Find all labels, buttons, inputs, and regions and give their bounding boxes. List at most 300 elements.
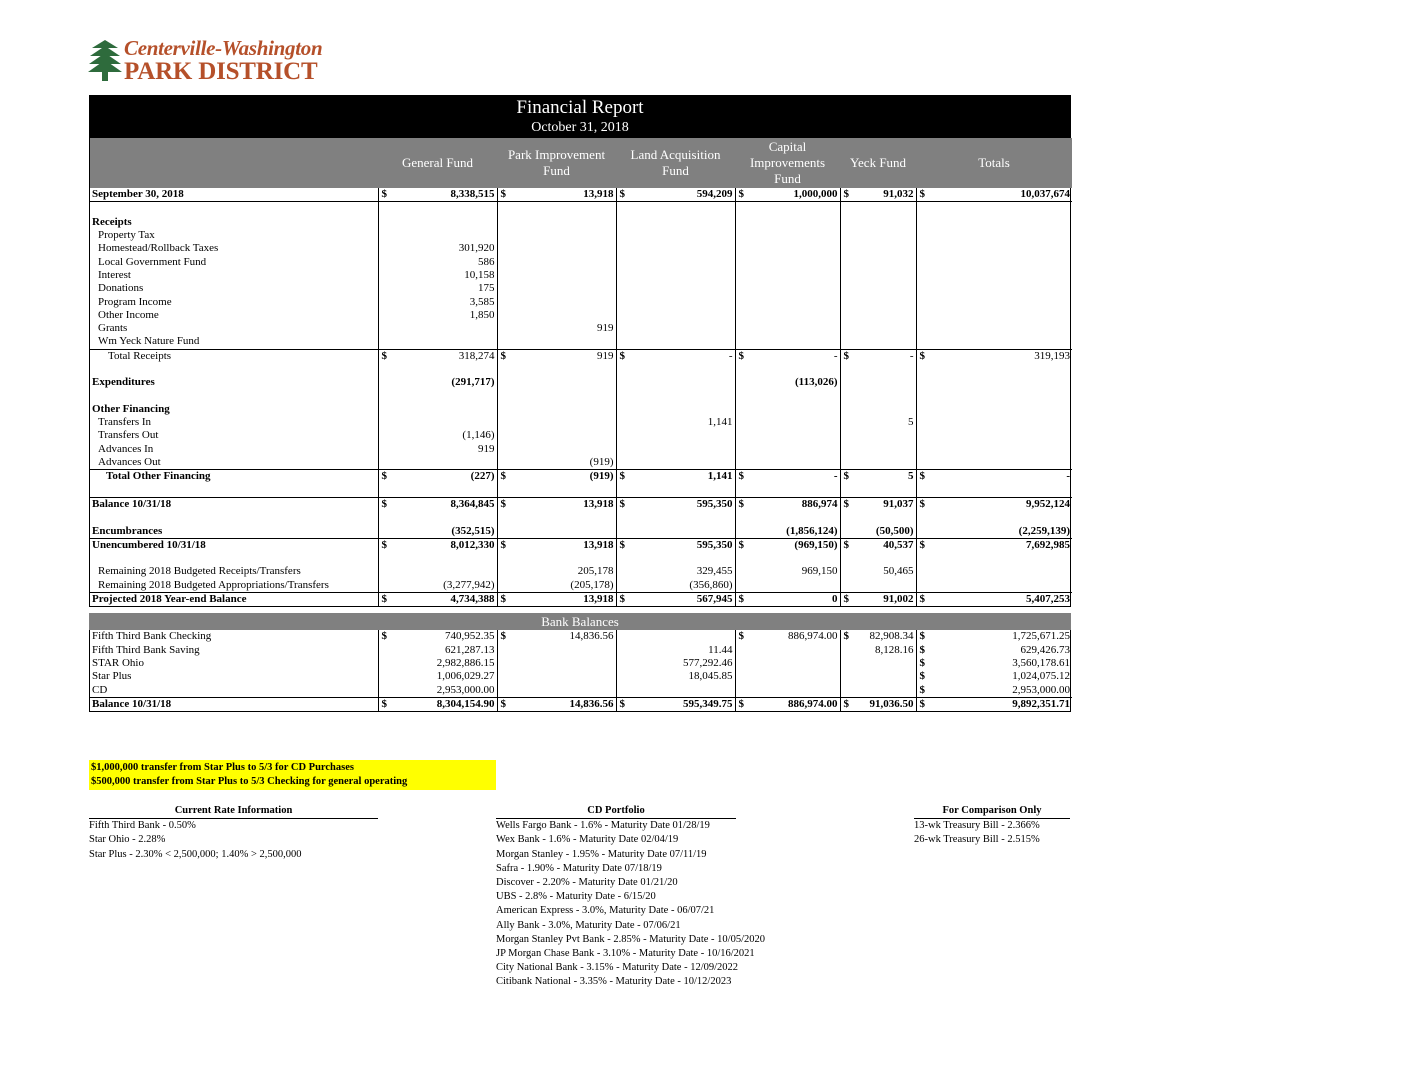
cell-text: 13,918 xyxy=(583,497,614,510)
logo-text-line1: Centerville-Washington xyxy=(124,36,323,60)
cell-text: 8,364,845 xyxy=(450,497,495,510)
dollar-sign: $ xyxy=(738,593,744,606)
table-row xyxy=(90,269,1072,282)
cell-text: 567,945 xyxy=(696,593,733,606)
cell-value xyxy=(735,389,840,402)
cell-value xyxy=(616,363,735,376)
dollar-sign: $ xyxy=(919,349,925,362)
cell-value xyxy=(840,552,916,565)
dollar-sign: $ xyxy=(619,697,625,710)
table-row xyxy=(90,255,1072,268)
cell-value xyxy=(735,497,840,511)
cell-text: (205,178) xyxy=(570,578,614,591)
cell-value xyxy=(916,443,1072,456)
cell-value xyxy=(497,242,616,255)
cell-value xyxy=(378,255,497,268)
dollar-sign: $ xyxy=(738,497,744,510)
cell-text: 8,338,515 xyxy=(450,188,495,201)
bank-value xyxy=(616,670,735,683)
cell-text: 595,349.75 xyxy=(683,697,733,710)
cell-value xyxy=(916,349,1072,363)
cell-value xyxy=(916,389,1072,402)
cell-value xyxy=(840,389,916,402)
cell-value xyxy=(497,363,616,376)
cell-text: (356,860) xyxy=(689,578,733,591)
bank-value xyxy=(616,644,735,657)
cell-text: 1,141 xyxy=(707,416,733,429)
cell-value xyxy=(616,295,735,308)
cell-value xyxy=(616,349,735,363)
cell-text: 40,537 xyxy=(883,538,914,551)
cell-value xyxy=(840,335,916,349)
table-row xyxy=(90,216,1072,229)
dollar-sign: $ xyxy=(843,630,849,643)
cell-text: - xyxy=(1066,470,1070,483)
cell-value xyxy=(497,470,616,484)
cell-value xyxy=(497,322,616,335)
cell-value xyxy=(616,229,735,242)
cell-value xyxy=(840,349,916,363)
cell-value xyxy=(840,429,916,442)
cell-text: 1,725,671.25 xyxy=(1012,630,1070,643)
cell-value xyxy=(497,511,616,524)
table-row xyxy=(90,497,1072,511)
cell-value xyxy=(735,552,840,565)
cell-text: 5 xyxy=(908,416,914,429)
cell-text: 205,178 xyxy=(577,565,614,578)
bank-value xyxy=(916,683,1072,697)
report-title-band xyxy=(89,95,1071,138)
table-row xyxy=(90,579,1072,593)
bank-row xyxy=(90,630,1072,643)
comparison-item: 13-wk Treasury Bill - 2.366% xyxy=(914,820,1040,832)
cell-value xyxy=(840,255,916,268)
dollar-sign: $ xyxy=(381,538,387,551)
cell-value xyxy=(497,552,616,565)
cell-value xyxy=(916,592,1072,606)
cell-text: 3,560,178.61 xyxy=(1012,656,1070,669)
bank-value xyxy=(840,657,916,670)
cell-text: (919) xyxy=(589,456,614,469)
cell-value xyxy=(616,579,735,593)
cell-text: 14,836.56 xyxy=(569,697,614,710)
cell-value xyxy=(916,242,1072,255)
cell-value xyxy=(735,579,840,593)
cell-value xyxy=(616,255,735,268)
bank-value xyxy=(378,697,497,711)
fund-table xyxy=(90,138,1072,606)
row-label: Encumbrances xyxy=(92,524,163,537)
dollar-sign: $ xyxy=(919,497,925,510)
bank-label: STAR Ohio xyxy=(92,656,144,669)
cell-value xyxy=(840,282,916,295)
bank-value xyxy=(378,657,497,670)
dollar-sign: $ xyxy=(919,188,925,201)
bank-label: Balance 10/31/18 xyxy=(90,697,378,711)
cell-value xyxy=(735,216,840,229)
cell-value xyxy=(378,403,497,416)
cell-value xyxy=(735,376,840,389)
cell-value xyxy=(735,295,840,308)
dollar-sign: $ xyxy=(919,683,925,696)
table-row xyxy=(90,403,1072,416)
cell-value xyxy=(735,429,840,442)
cell-value xyxy=(840,376,916,389)
comparison-info xyxy=(914,804,1070,848)
cell-text: 13,918 xyxy=(583,538,614,551)
row-label xyxy=(90,552,378,565)
row-label: Unencumbered 10/31/18 xyxy=(90,538,378,552)
cell-value xyxy=(378,511,497,524)
cell-value xyxy=(840,229,916,242)
cell-value xyxy=(840,416,916,429)
cd-item: Ally Bank - 3.0%, Maturity Date - 07/06/21 xyxy=(496,919,681,931)
cell-value xyxy=(378,335,497,349)
cell-text: 577,292.46 xyxy=(683,656,733,669)
cell-value xyxy=(497,282,616,295)
cell-value xyxy=(916,309,1072,322)
cell-text: (291,717) xyxy=(451,376,495,389)
cell-value xyxy=(616,403,735,416)
bank-value xyxy=(735,683,840,697)
cd-item: Discover - 2.20% - Maturity Date 01/21/20 xyxy=(496,877,678,889)
cell-value xyxy=(378,389,497,402)
rate-information xyxy=(89,804,378,862)
bank-value xyxy=(735,644,840,657)
row-label xyxy=(90,202,378,216)
cell-value xyxy=(735,202,840,216)
cell-value xyxy=(497,538,616,552)
cell-value xyxy=(497,255,616,268)
bank-value xyxy=(916,630,1072,643)
cell-value xyxy=(840,511,916,524)
dollar-sign: $ xyxy=(619,497,625,510)
cell-text: - xyxy=(833,349,838,362)
cell-value xyxy=(840,470,916,484)
cell-text: 886,974.00 xyxy=(788,697,838,710)
cell-value xyxy=(378,282,497,295)
table-row xyxy=(90,282,1072,295)
cell-value xyxy=(916,269,1072,282)
cd-item: Wells Fargo Bank - 1.6% - Maturity Date 01/28/19 xyxy=(496,820,710,832)
table-row xyxy=(90,202,1072,216)
row-label: Balance 10/31/18 xyxy=(90,497,378,511)
cell-value xyxy=(616,309,735,322)
dollar-sign: $ xyxy=(919,593,925,606)
cell-value xyxy=(840,456,916,470)
cell-value xyxy=(616,443,735,456)
cell-value xyxy=(735,456,840,470)
cd-item: UBS - 2.8% - Maturity Date - 6/15/20 xyxy=(496,891,656,903)
table-row xyxy=(90,443,1072,456)
cell-text: 50,465 xyxy=(883,565,914,578)
rate-item: Star Plus - 2.30% < 2,500,000; 1.40% > 2,500,000 xyxy=(89,848,302,860)
cell-value xyxy=(616,282,735,295)
cell-text: - xyxy=(728,349,733,362)
cell-value xyxy=(735,416,840,429)
dollar-sign: $ xyxy=(500,349,506,362)
bank-value xyxy=(916,697,1072,711)
cell-value xyxy=(916,416,1072,429)
cell-value xyxy=(840,497,916,511)
dollar-sign: $ xyxy=(619,593,625,606)
row-label xyxy=(90,389,378,402)
cell-text: 11.44 xyxy=(708,643,733,656)
cell-value xyxy=(735,470,840,484)
dollar-sign: $ xyxy=(619,538,625,551)
cell-value xyxy=(840,202,916,216)
cell-value xyxy=(497,484,616,498)
cell-text: 175 xyxy=(478,282,495,295)
bank-value xyxy=(916,657,1072,670)
cell-value xyxy=(735,188,840,202)
cell-value xyxy=(916,216,1072,229)
cell-value xyxy=(378,579,497,593)
cell-value xyxy=(378,592,497,606)
cell-value xyxy=(497,269,616,282)
dollar-sign: $ xyxy=(738,188,744,201)
dollar-sign: $ xyxy=(381,697,387,710)
cell-value xyxy=(378,229,497,242)
table-row xyxy=(90,511,1072,524)
cd-item: Safra - 1.90% - Maturity Date 07/18/19 xyxy=(496,862,662,874)
cell-text: 886,974 xyxy=(801,497,838,510)
cell-value xyxy=(840,484,916,498)
report-date: October 31, 2018 xyxy=(531,120,629,135)
cell-text: 91,036.50 xyxy=(869,697,914,710)
cell-value xyxy=(916,376,1072,389)
cell-text: 10,158 xyxy=(464,268,495,281)
cell-value xyxy=(840,524,916,538)
row-label: Advances In xyxy=(98,442,154,455)
column-header: General Fund xyxy=(378,138,497,188)
cell-value xyxy=(616,497,735,511)
bank-label: Fifth Third Bank Saving xyxy=(92,643,200,656)
dollar-sign: $ xyxy=(843,538,849,551)
cd-item: JP Morgan Chase Bank - 3.10% - Maturity Date - 10/16/2021 xyxy=(496,948,755,960)
fund-table-box xyxy=(89,138,1071,607)
cell-value xyxy=(378,322,497,335)
cell-value xyxy=(735,443,840,456)
table-row xyxy=(90,335,1072,349)
cell-value xyxy=(378,538,497,552)
cell-value xyxy=(916,335,1072,349)
cell-text: 919 xyxy=(597,349,614,362)
cell-value xyxy=(840,443,916,456)
row-label: Wm Yeck Nature Fund xyxy=(98,335,200,348)
dollar-sign: $ xyxy=(843,593,849,606)
bank-value xyxy=(735,670,840,683)
cell-value xyxy=(916,484,1072,498)
cell-text: 2,953,000.00 xyxy=(436,683,495,696)
cell-value xyxy=(497,295,616,308)
row-label: Program Income xyxy=(98,295,172,308)
table-row xyxy=(90,552,1072,565)
bank-value xyxy=(916,670,1072,683)
dollar-sign: $ xyxy=(500,538,506,551)
cell-value xyxy=(497,335,616,349)
cell-value xyxy=(378,216,497,229)
dollar-sign: $ xyxy=(619,470,625,483)
column-header: Capital Improvements Fund xyxy=(735,138,840,188)
table-row xyxy=(90,524,1072,538)
dollar-sign: $ xyxy=(500,697,506,710)
cell-text: 1,006,029.27 xyxy=(436,670,495,683)
cell-value xyxy=(735,309,840,322)
cell-text: 8,012,330 xyxy=(450,538,495,551)
cd-item: Morgan Stanley - 1.95% - Maturity Date 07/11/19 xyxy=(496,848,707,860)
bank-value xyxy=(616,630,735,643)
pine-tree-icon xyxy=(88,38,122,82)
cell-value xyxy=(616,429,735,442)
cell-text: (113,026) xyxy=(795,376,838,389)
cell-text: 0 xyxy=(832,593,838,606)
cell-value xyxy=(735,269,840,282)
cell-value xyxy=(916,188,1072,202)
cell-value xyxy=(378,202,497,216)
bank-value xyxy=(840,644,916,657)
row-label: Local Government Fund xyxy=(98,255,207,268)
dollar-sign: $ xyxy=(500,188,506,201)
dollar-sign: $ xyxy=(500,630,506,643)
cell-value xyxy=(916,524,1072,538)
cell-value xyxy=(916,511,1072,524)
bank-value xyxy=(616,683,735,697)
cell-text: 621,287.13 xyxy=(445,643,495,656)
cell-text: 91,037 xyxy=(883,497,914,510)
table-row xyxy=(90,363,1072,376)
cell-text: 319,193 xyxy=(1034,349,1070,362)
cell-value xyxy=(497,349,616,363)
cell-text: 595,350 xyxy=(696,497,733,510)
cell-value xyxy=(616,322,735,335)
cell-value xyxy=(916,255,1072,268)
cell-value xyxy=(916,403,1072,416)
bank-label: Fifth Third Bank Checking xyxy=(92,630,212,643)
cell-value xyxy=(616,216,735,229)
dollar-sign: $ xyxy=(619,188,625,201)
cell-value xyxy=(497,524,616,538)
cell-text: 14,836.56 xyxy=(569,630,614,643)
cell-value xyxy=(497,202,616,216)
cell-text: 586 xyxy=(478,255,495,268)
row-label: Grants xyxy=(98,322,128,335)
cell-text: 91,002 xyxy=(883,593,914,606)
cell-value xyxy=(916,565,1072,578)
cell-value xyxy=(378,269,497,282)
bank-label: Star Plus xyxy=(92,670,132,683)
transfer-note: $500,000 transfer from Star Plus to 5/3 Checking for general operating xyxy=(91,776,408,787)
cell-value xyxy=(616,335,735,349)
bank-value xyxy=(497,683,616,697)
cell-value xyxy=(378,363,497,376)
dollar-sign: $ xyxy=(843,349,849,362)
cell-value xyxy=(735,511,840,524)
row-label: Homestead/Rollback Taxes xyxy=(98,242,219,255)
cell-value xyxy=(497,592,616,606)
row-label: Total Receipts xyxy=(90,349,378,363)
row-label: Projected 2018 Year-end Balance xyxy=(90,592,378,606)
cd-portfolio-title: CD Portfolio xyxy=(496,804,736,819)
cell-value xyxy=(735,538,840,552)
cell-text: 329,455 xyxy=(696,565,733,578)
row-label xyxy=(90,511,378,524)
row-label: Transfers Out xyxy=(98,429,159,442)
table-row xyxy=(90,188,1072,202)
cell-value xyxy=(840,188,916,202)
cell-value xyxy=(616,565,735,578)
bank-value xyxy=(916,644,1072,657)
cell-value xyxy=(616,470,735,484)
cell-value xyxy=(735,322,840,335)
dollar-sign: $ xyxy=(738,349,744,362)
dollar-sign: $ xyxy=(919,538,925,551)
row-label xyxy=(90,484,378,498)
rate-item: Fifth Third Bank - 0.50% xyxy=(89,820,196,832)
cell-value xyxy=(616,524,735,538)
cell-value xyxy=(735,484,840,498)
cell-value xyxy=(497,216,616,229)
cell-value xyxy=(735,524,840,538)
header-spacer xyxy=(90,138,378,188)
cell-text: (3,277,942) xyxy=(443,578,495,591)
dollar-sign: $ xyxy=(381,630,387,643)
bank-table xyxy=(90,630,1072,711)
bank-value xyxy=(497,670,616,683)
row-label: Transfers In xyxy=(98,416,152,429)
cell-text: (969,150) xyxy=(794,538,838,551)
cell-value xyxy=(616,592,735,606)
bank-value xyxy=(840,670,916,683)
table-row xyxy=(90,538,1072,552)
row-label: Receipts xyxy=(92,215,132,228)
dollar-sign: $ xyxy=(738,697,744,710)
bank-value xyxy=(735,630,840,643)
dollar-sign: $ xyxy=(919,656,925,669)
cell-value xyxy=(497,456,616,470)
cell-value xyxy=(735,335,840,349)
transfer-note: $1,000,000 transfer from Star Plus to 5/3 for CD Purchases xyxy=(91,762,354,773)
cell-text: 2,953,000.00 xyxy=(1012,683,1070,696)
cd-item: Citibank National - 3.35% - Maturity Date - 10/12/2023 xyxy=(496,976,732,988)
dollar-sign: $ xyxy=(843,497,849,510)
cell-text: (1,146) xyxy=(462,429,495,442)
bank-label: CD xyxy=(92,683,108,696)
cell-value xyxy=(497,403,616,416)
cell-value xyxy=(497,416,616,429)
cell-value xyxy=(916,470,1072,484)
cell-value xyxy=(497,565,616,578)
cell-text: 4,734,388 xyxy=(450,593,495,606)
cell-value xyxy=(840,592,916,606)
dollar-sign: $ xyxy=(919,670,925,683)
cell-value xyxy=(840,363,916,376)
dollar-sign: $ xyxy=(381,593,387,606)
cell-text: 5 xyxy=(908,470,914,483)
cell-value xyxy=(497,309,616,322)
dollar-sign: $ xyxy=(843,697,849,710)
cell-value xyxy=(916,295,1072,308)
cell-text: 595,350 xyxy=(696,538,733,551)
row-label: September 30, 2018 xyxy=(90,188,378,202)
dollar-sign: $ xyxy=(919,643,925,656)
fund-header-row xyxy=(90,138,1072,188)
cd-item: American Express - 3.0%, Maturity Date - 06/07/21 xyxy=(496,905,715,917)
cd-item: Morgan Stanley Pvt Bank - 2.85% - Maturity Date - 10/05/2020 xyxy=(496,933,765,945)
table-row xyxy=(90,229,1072,242)
cd-item: City National Bank - 3.15% - Maturity Date - 12/09/2022 xyxy=(496,962,739,974)
cell-value xyxy=(497,579,616,593)
